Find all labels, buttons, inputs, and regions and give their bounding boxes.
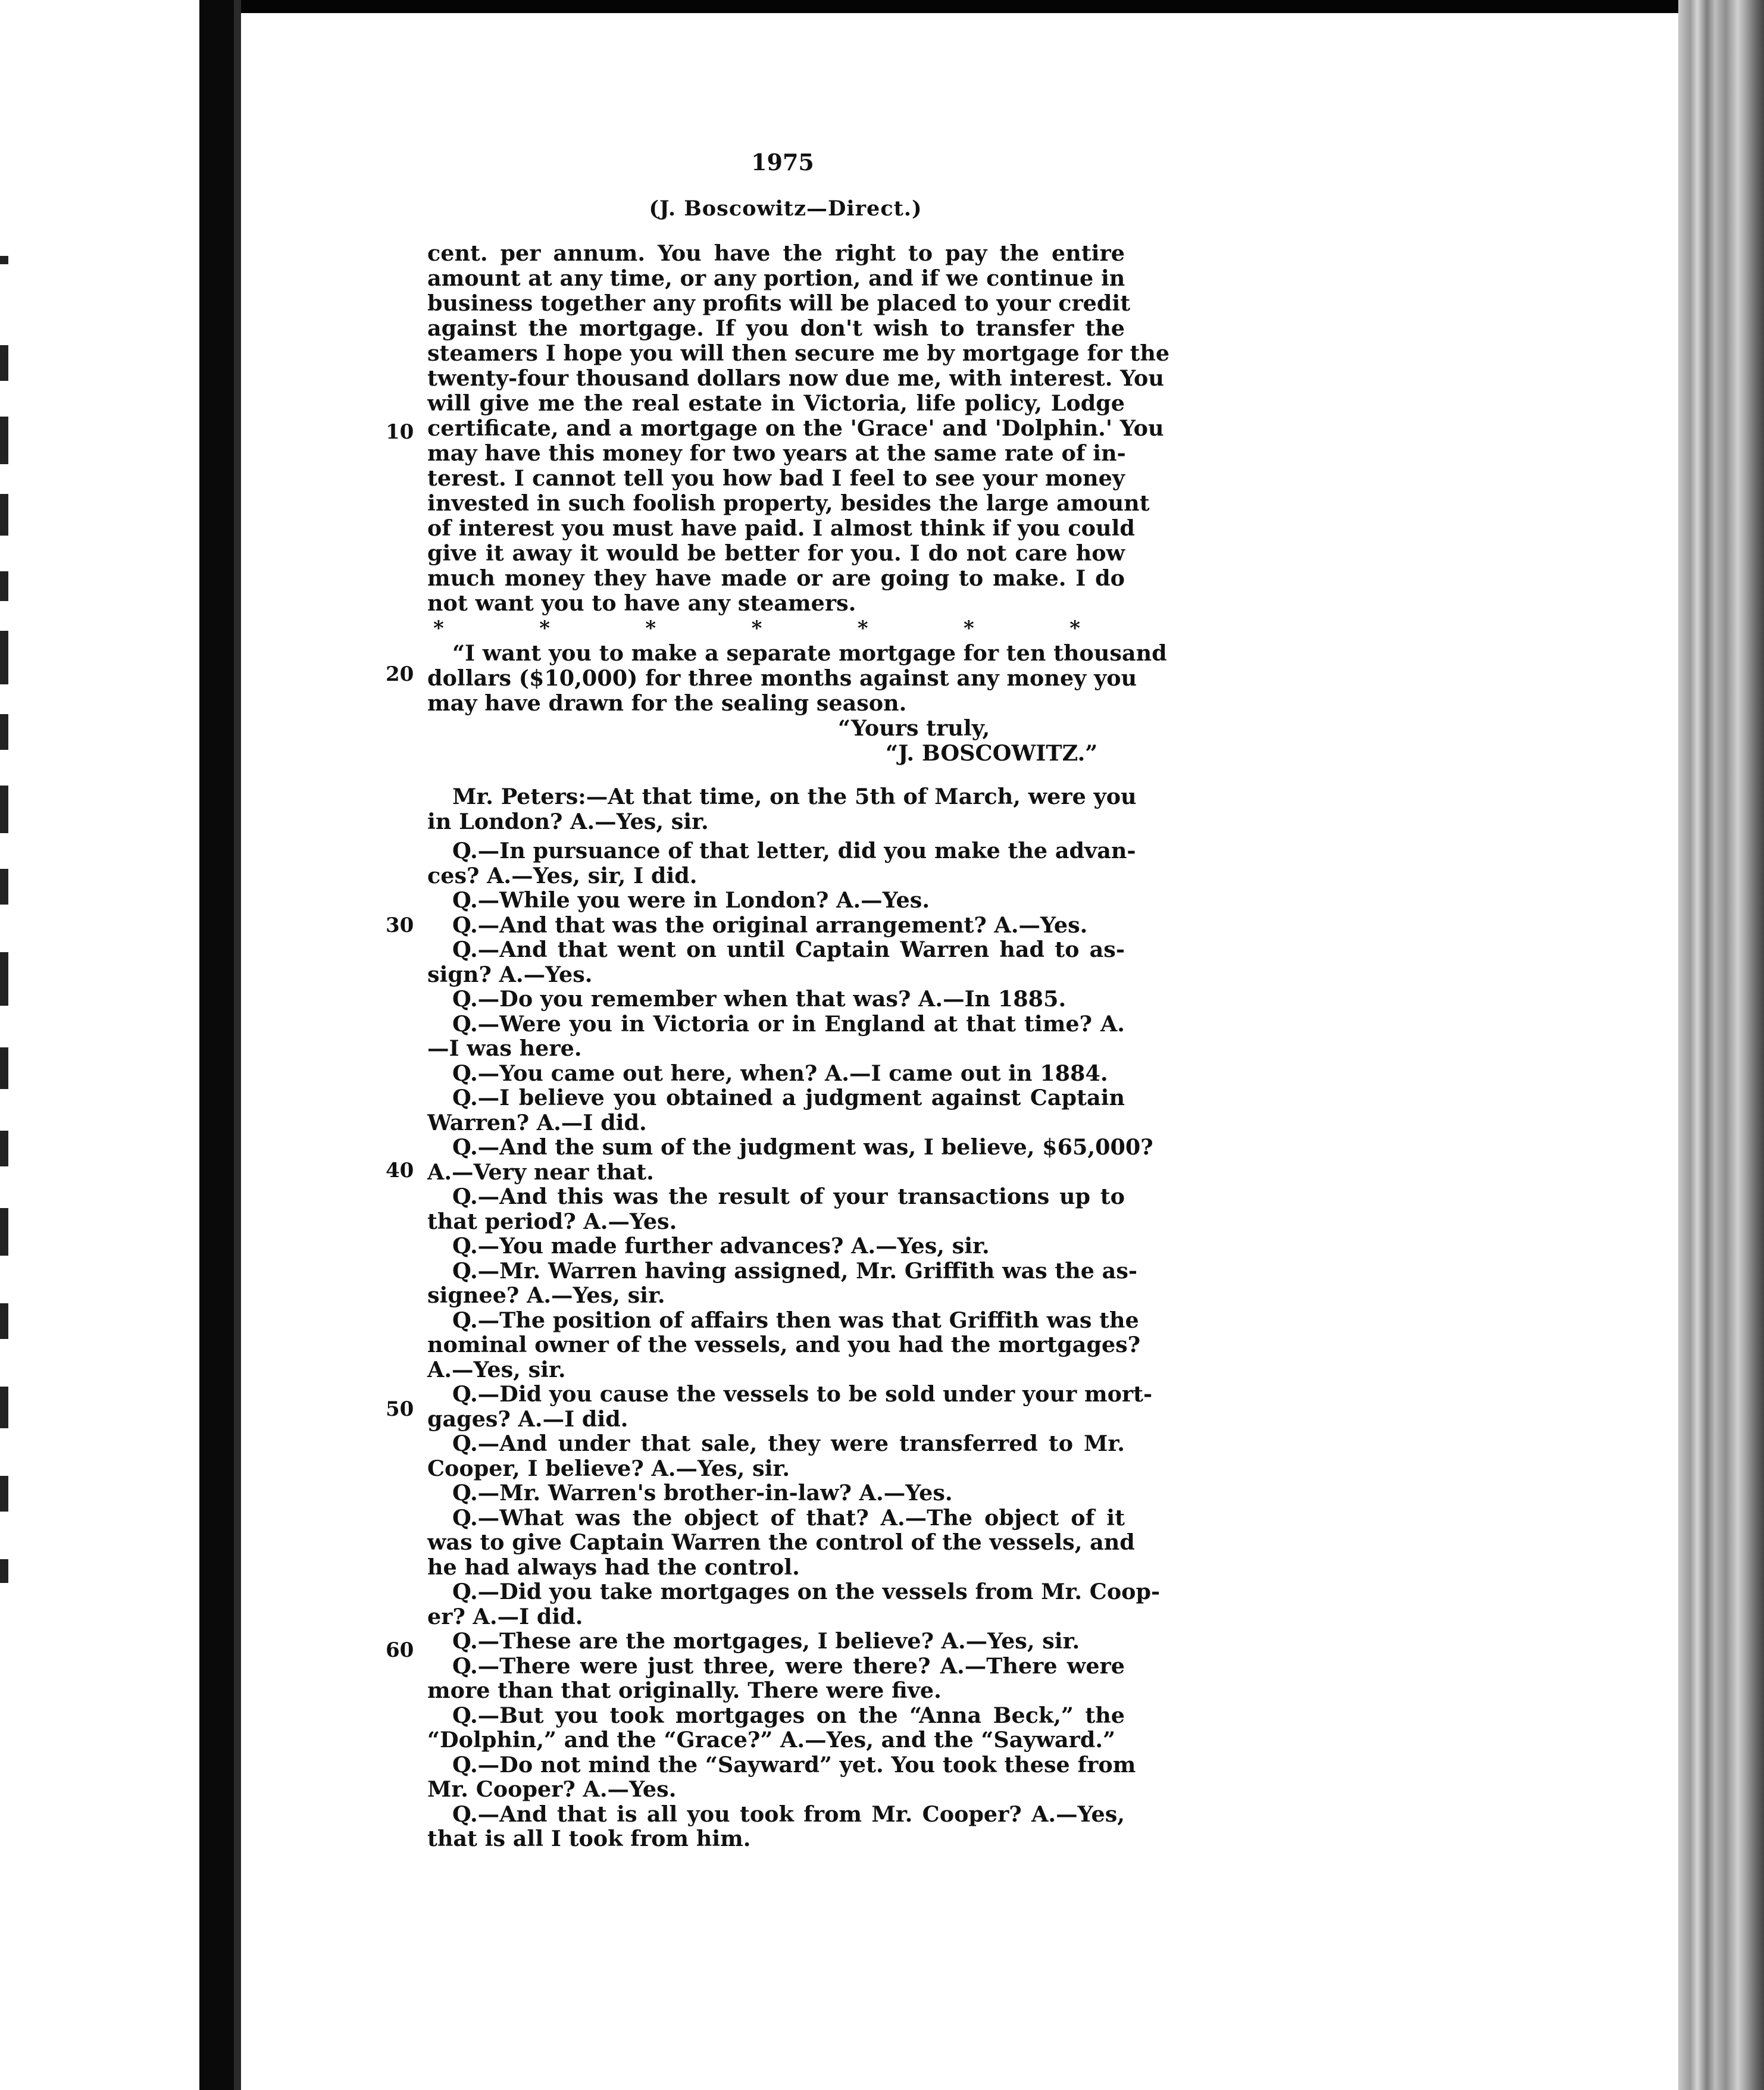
line-number: 20 xyxy=(386,662,414,686)
testimony-line: Q.—Did you take mortgages on the vessels from Mr. Coop- xyxy=(452,1579,1161,1604)
line-number: 30 xyxy=(386,913,414,937)
scan-top-border xyxy=(0,0,1764,13)
running-head: (J. Boscowitz—Direct.) xyxy=(649,196,922,221)
testimony-paragraph xyxy=(427,1234,1125,1259)
testimony-line: sign? A.—Yes. xyxy=(427,961,593,987)
testimony-paragraph xyxy=(427,838,1136,888)
facing-page-mark xyxy=(0,1476,8,1512)
letter-line: will give me the real estate in Victoria, life policy, Lodge xyxy=(427,390,1125,416)
facing-page-mark xyxy=(0,786,8,833)
testimony-paragraph xyxy=(427,1061,1125,1086)
facing-page-mark xyxy=(0,345,8,381)
testimony-paragraph xyxy=(427,1654,1125,1703)
letter-line: business together any profits will be placed to your credit xyxy=(427,290,1131,316)
testimony-line: that is all I took from him. xyxy=(427,1826,751,1851)
testimony-line: Q.—You came out here, when? A.—I came out in 1884. xyxy=(452,1060,1108,1086)
facing-page-mark xyxy=(0,1303,8,1339)
testimony-line: —I was here. xyxy=(427,1035,582,1061)
letter-line: invested in such foolish property, besides the large amount xyxy=(427,490,1150,516)
testimony-paragraph xyxy=(427,1481,1125,1506)
testimony-block xyxy=(427,784,1161,1851)
letter-line: twenty-four thousand dollars now due me, with interest. You xyxy=(427,365,1164,391)
letter-line: not want you to have any steamers. xyxy=(427,590,856,616)
testimony-paragraph xyxy=(427,1579,1161,1629)
testimony-line: Q.—Mr. Warren's brother-in-law? A.—Yes. xyxy=(452,1480,953,1506)
testimony-line: Q.—You made further advances? A.—Yes, sir. xyxy=(452,1233,990,1259)
testimony-line: Mr. Cooper? A.—Yes. xyxy=(427,1776,677,1802)
testimony-line: ces? A.—Yes, sir, I did. xyxy=(427,862,698,888)
testimony-line: more than that originally. There were five. xyxy=(427,1678,942,1703)
book-spine xyxy=(199,0,234,2090)
testimony-line: Q.—And the sum of the judgment was, I believe, $65,000? xyxy=(452,1134,1153,1160)
star: * xyxy=(539,617,550,640)
testimony-paragraph xyxy=(427,1307,1141,1382)
testimony-line: Cooper, I believe? A.—Yes, sir. xyxy=(427,1455,790,1481)
testimony-paragraph xyxy=(427,937,1125,987)
testimony-line: Q.—And that is all you took from Mr. Cooper? A.—Yes, xyxy=(452,1801,1125,1827)
letter-closing: “Yours truly, xyxy=(838,715,990,741)
facing-page-strip xyxy=(0,0,199,2090)
testimony-line: Q.—I believe you obtained a judgment against Captain xyxy=(452,1085,1125,1110)
star: * xyxy=(433,617,444,640)
postscript-line: may have drawn for the sealing season. xyxy=(427,690,907,716)
testimony-line: A.—Yes, sir. xyxy=(427,1356,566,1382)
testimony-paragraph xyxy=(427,987,1125,1012)
testimony-line: nominal owner of the vessels, and you had the mortgages? xyxy=(427,1332,1141,1357)
line-number: 40 xyxy=(386,1159,414,1182)
facing-page-mark xyxy=(0,1131,8,1166)
testimony-paragraph xyxy=(427,1184,1125,1234)
testimony-line: Q.—And that went on until Captain Warren had to as- xyxy=(452,937,1125,962)
testimony-line: Q.—There were just three, were there? A.—There were xyxy=(452,1653,1125,1679)
testimony-line: Q.—But you took mortgages on the “Anna Beck,” the xyxy=(452,1702,1125,1728)
testimony-line: Mr. Peters:—At that time, on the 5th of March, were you xyxy=(452,784,1137,809)
facing-page-mark xyxy=(0,869,8,905)
testimony-paragraph xyxy=(427,1381,1153,1432)
facing-page-mark xyxy=(0,1208,8,1256)
testimony-line: in London? A.—Yes, sir. xyxy=(427,808,709,834)
testimony-paragraph xyxy=(427,1257,1138,1308)
letter-line: steamers I hope you will then secure me by mortgage for the xyxy=(427,340,1170,366)
letter-signature: “J. BOSCOWITZ.” xyxy=(886,740,1098,766)
page-number: 1975 xyxy=(751,149,814,176)
facing-page-mark xyxy=(0,1047,8,1089)
facing-page-mark xyxy=(0,1559,8,1583)
letter-line: may have this money for two years at the same rate of in- xyxy=(427,440,1126,466)
testimony-paragraph xyxy=(427,1751,1136,1802)
star: * xyxy=(964,617,974,640)
testimony-line: Q.—Do not mind the “Sayward” yet. You took these from xyxy=(452,1751,1136,1778)
letter-line: against the mortgage. If you don't wish to transfer the xyxy=(427,315,1125,341)
testimony-paragraph xyxy=(427,1802,1125,1851)
testimony-line: Q.—In pursuance of that letter, did you make the advan- xyxy=(452,838,1136,863)
letter-line: of interest you must have paid. I almost think if you could xyxy=(427,515,1135,541)
testimony-line: Q.—And under that sale, they were transferred to Mr. xyxy=(452,1431,1125,1456)
line-number: 10 xyxy=(386,420,414,444)
line-number: 50 xyxy=(386,1397,414,1421)
letter-line: certificate, and a mortgage on the 'Grace' and 'Dolphin.' You xyxy=(427,415,1164,441)
testimony-line: Q.—These are the mortgages, I believe? A.—Yes, sir. xyxy=(452,1628,1080,1654)
letter-line: much money they have made or are going to make. I do xyxy=(427,565,1125,591)
testimony-line: that period? A.—Yes. xyxy=(427,1208,677,1234)
testimony-line: Q.—Did you cause the vessels to be sold under your mort- xyxy=(452,1381,1153,1407)
testimony-line: Q.—The position of affairs then was that Griffith was the xyxy=(452,1307,1139,1333)
facing-page-mark xyxy=(0,1387,8,1428)
testimony-line: Warren? A.—I did. xyxy=(427,1109,647,1135)
star: * xyxy=(751,617,762,640)
testimony-line: Q.—While you were in London? A.—Yes. xyxy=(452,887,930,913)
testimony-line: gages? A.—I did. xyxy=(427,1406,628,1432)
testimony-line: Q.—Do you remember when that was? A.—In 1885. xyxy=(452,986,1066,1012)
testimony-paragraph xyxy=(427,1134,1153,1185)
letter-line: cent. per annum. You have the right to pay the entire xyxy=(427,240,1125,266)
testimony-line: was to give Captain Warren the control of the vessels, and xyxy=(427,1529,1135,1555)
letter-line: terest. I cannot tell you how bad I feel to see your money xyxy=(427,465,1125,491)
facing-page-mark xyxy=(0,571,8,601)
star: * xyxy=(1069,617,1080,640)
testimony-line: signee? A.—Yes, sir. xyxy=(427,1282,665,1308)
letter-body xyxy=(427,240,1170,766)
testimony-paragraph xyxy=(427,1629,1125,1654)
facing-page-mark xyxy=(0,631,8,684)
testimony-line: Q.—And this was the result of your transactions up to xyxy=(452,1184,1125,1209)
facing-page-mark xyxy=(0,417,8,464)
testimony-line: “Dolphin,” and the “Grace?” A.—Yes, and the “Sayward.” xyxy=(427,1727,1116,1753)
book-spine-edge xyxy=(234,0,241,2090)
testimony-paragraph xyxy=(427,784,1137,834)
testimony-paragraph xyxy=(427,1431,1125,1481)
postscript-line: dollars ($10,000) for three months against any money you xyxy=(427,665,1137,691)
testimony-paragraph xyxy=(427,1703,1125,1753)
page-stack-edge xyxy=(1678,0,1764,2090)
testimony-line: he had always had the control. xyxy=(427,1554,800,1580)
testimony-line: Q.—What was the object of that? A.—The object of it xyxy=(452,1504,1125,1531)
testimony-line: Q.—Were you in Victoria or in England at that time? A. xyxy=(452,1010,1125,1037)
letter-line: amount at any time, or any portion, and if we continue in xyxy=(427,265,1125,291)
testimony-line: er? A.—I did. xyxy=(427,1603,583,1629)
testimony-line: Q.—And that was the original arrangement? A.—Yes. xyxy=(452,912,1088,938)
postscript-line: “I want you to make a separate mortgage for ten thousand xyxy=(452,640,1167,666)
testimony-line: A.—Very near that. xyxy=(427,1159,654,1185)
star: * xyxy=(857,617,868,640)
letter-line: give it away it would be better for you. I do not care how xyxy=(427,540,1125,566)
facing-page-mark xyxy=(0,494,8,536)
testimony-paragraph xyxy=(427,1504,1135,1580)
ellipsis-stars xyxy=(427,616,1125,641)
star: * xyxy=(645,617,656,640)
testimony-paragraph xyxy=(427,888,1125,913)
line-number: 60 xyxy=(386,1638,414,1662)
testimony-paragraph xyxy=(427,1085,1125,1135)
facing-page-mark xyxy=(0,256,8,264)
facing-page-mark xyxy=(0,952,8,1006)
facing-page-mark xyxy=(0,714,8,750)
testimony-line: Q.—Mr. Warren having assigned, Mr. Griffith was the as- xyxy=(452,1257,1138,1284)
testimony-paragraph xyxy=(427,1012,1125,1061)
testimony-paragraph xyxy=(427,913,1125,938)
